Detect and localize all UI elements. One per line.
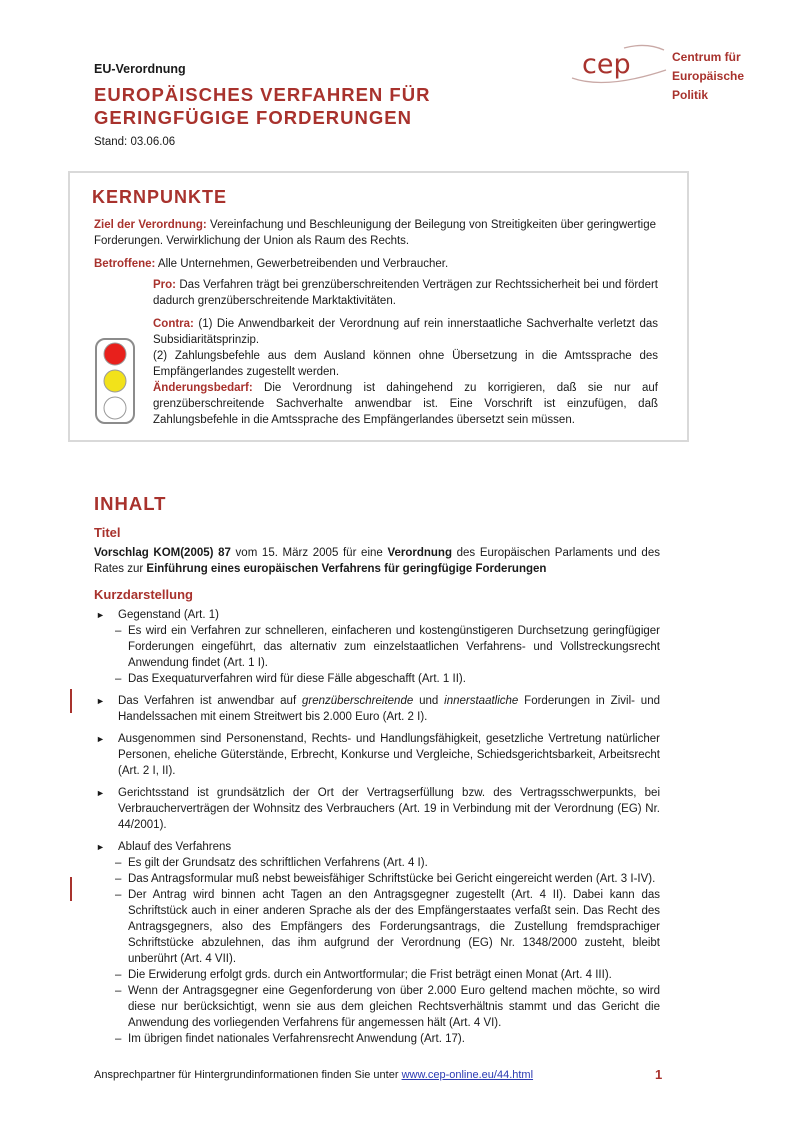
list-item-text: Ausgenommen sind Personenstand, Rechts- und Handlungsfähigkeit, gesetzliche Vertretung natürlicher Personen, eheliche Güterstände, Erbrecht, Konkurse und Vergleiche, Schiedsgerichtsbarkeit, Arbeitsrecht (Art. 2 I, II). bbox=[118, 733, 660, 777]
sub-list-item-text: Es gilt der Grundsatz des schriftlichen Verfahrens (Art. 4 I). bbox=[128, 857, 428, 869]
change-bar bbox=[70, 689, 72, 713]
bullet-arrow-icon: ► bbox=[96, 842, 105, 852]
traffic-light-red bbox=[104, 343, 126, 365]
dash-marker: – bbox=[115, 873, 122, 885]
list-item bbox=[94, 785, 660, 833]
list-item-emphasis: grenzüberschreitende bbox=[302, 695, 414, 707]
sub-list-item bbox=[115, 983, 660, 1031]
traffic-light-white bbox=[104, 397, 126, 419]
footer-link[interactable]: www.cep-online.eu/44.html bbox=[401, 1069, 534, 1081]
pro-label: Pro: bbox=[153, 279, 176, 291]
org-name-line-3: Politik bbox=[672, 88, 709, 102]
bullet-arrow-icon: ► bbox=[96, 734, 105, 744]
sub-list-item-text: Die Erwiderung erfolgt grds. durch ein Antwortformular; die Frist beträgt einen Monat (Art. 4 III). bbox=[128, 969, 612, 981]
aenderungsbedarf-label: Änderungsbedarf: bbox=[153, 382, 253, 394]
dash-marker: – bbox=[115, 1033, 122, 1045]
dash-marker: – bbox=[115, 673, 122, 685]
list-item-text: und bbox=[413, 695, 445, 707]
betroffene-text: Alle Unternehmen, Gewerbetreibenden und Verbraucher. bbox=[155, 258, 449, 270]
sub-list-item bbox=[115, 887, 660, 967]
list-item-emphasis: innerstaatliche bbox=[444, 695, 519, 707]
list-item-text: Forderungen in Zivil- und Handelssachen mit einem Streitwert bis 2.000 Euro (Art. 2 I). bbox=[118, 695, 660, 723]
logo-text: cep bbox=[582, 49, 631, 80]
pro-text: Das Verfahren trägt bei grenzüberschreitenden Verträgen zur Rechtssicherheit bei und fördert dadurch grenzüberschreitende Marktaktivitäten. bbox=[153, 279, 658, 307]
sub-list-item bbox=[115, 671, 660, 687]
dash-marker: – bbox=[115, 889, 122, 901]
bullet-arrow-icon: ► bbox=[96, 696, 105, 706]
kurzdarstellung-subheading: Kurzdarstellung bbox=[94, 587, 193, 602]
dash-marker: – bbox=[115, 625, 122, 637]
betroffene-paragraph bbox=[94, 256, 656, 272]
betroffene-label: Betroffene: bbox=[94, 258, 156, 270]
titel-text-a: vom 15. März 2005 für eine bbox=[230, 547, 388, 559]
document-title-line-2: GERINGFÜGIGE FORDERUNGEN bbox=[94, 107, 412, 128]
document-date: Stand: 03.06.06 bbox=[94, 136, 176, 148]
titel-doc-ref: Vorschlag KOM(2005) 87 bbox=[94, 547, 231, 559]
kernpunkte-heading: KERNPUNKTE bbox=[92, 187, 228, 207]
pro-paragraph bbox=[153, 277, 658, 309]
sub-list-item bbox=[115, 871, 660, 887]
document-title-line-1: EUROPÄISCHES VERFAHREN FÜR bbox=[94, 84, 431, 105]
footer-label: Ansprechpartner für Hintergrundinformationen finden Sie unter bbox=[94, 1069, 402, 1081]
titel-subject: Einführung eines europäischen Verfahrens für geringfügige Forderungen bbox=[146, 563, 547, 575]
ziel-text: Vereinfachung und Beschleunigung der Beilegung von Streitigkeiten über geringwertige Forderungen. Verwirklichung der Union als Raum des Rechts. bbox=[94, 219, 656, 247]
list-item bbox=[94, 607, 660, 687]
sub-list-item-text: Der Antrag wird binnen acht Tagen an den Antragsgegner zugestellt (Art. 4 II). Dabei kann das Schriftstück auch in einer anderen Sprache als der des Empfängerstaates verfaßt sein. Das Recht des Antragsgegners, also des Empfängers des Forderungsantrags, die Zustellung fremdsprachiger Schriftstücke abzulehnen, das ihm aufgrund der Verordnung (EG) Nr. 1348/2000 zusteht, bleibt unberührt (Art. 4 VII). bbox=[128, 889, 660, 965]
sub-list-item-text: Wenn der Antragsgegner eine Gegenforderung von über 2.000 Euro geltend machen möchte, so wird diese nur berücksichtigt, wenn sie aus dem gleichen Rechtsverhältnis stammt und das Gericht die Anwendung des vorliegenden Verfahrens für angemessen hält (Art. 4 VI). bbox=[128, 985, 660, 1029]
kurzdarstellung-list bbox=[94, 607, 660, 1053]
list-item bbox=[94, 839, 660, 1047]
sub-list-item bbox=[115, 623, 660, 671]
list-item-text: Gerichtsstand ist grundsätzlich der Ort der Vertragserfüllung bzw. des Vertragsschwerpunkts, bei Verbraucherverträgen der Wohnsitz des Verbrauchers (Art. 19 in Verbindung mit der Verordnung (EG) Nr. 44/2001). bbox=[118, 787, 660, 831]
footer-text bbox=[94, 1069, 533, 1081]
dash-marker: – bbox=[115, 985, 122, 997]
titel-verordnung: Verordnung bbox=[387, 547, 452, 559]
bullet-arrow-icon: ► bbox=[96, 610, 105, 620]
list-item bbox=[94, 731, 660, 779]
traffic-light-icon bbox=[94, 338, 136, 424]
ziel-paragraph bbox=[94, 217, 656, 249]
page-number: 1 bbox=[655, 1067, 663, 1082]
sub-list-item bbox=[115, 1031, 660, 1047]
org-name-line-2: Europäische bbox=[672, 69, 745, 83]
sub-list bbox=[115, 623, 660, 687]
sub-list-item-text: Es wird ein Verfahren zur schnelleren, einfacheren und kostengünstigeren Durchsetzung geringfügiger Forderungen eingeführt, das alternativ zum einzelstaatlichen Verfahrens- und Vollstreckungsrecht Anwendung findet (Art. 1 I). bbox=[128, 625, 660, 669]
traffic-light-yellow bbox=[104, 370, 126, 392]
list-item-text: Das Verfahren ist anwendbar auf bbox=[118, 695, 302, 707]
list-item bbox=[94, 693, 660, 725]
sub-list bbox=[115, 855, 660, 1047]
list-item-text: Ablauf des Verfahrens bbox=[118, 841, 232, 853]
contra-text-1: (1) Die Anwendbarkeit der Verordnung auf rein innerstaatliche Sachverhalte verletzt das Subsidiaritätsprinzip. bbox=[153, 318, 658, 346]
bullet-arrow-icon: ► bbox=[96, 788, 105, 798]
change-bar bbox=[70, 877, 72, 901]
dash-marker: – bbox=[115, 857, 122, 869]
cep-logo bbox=[566, 40, 670, 90]
sub-list-item-text: Das Antragsformular muß nebst beweisfähiger Schriftstücke bei Gericht eingereicht werden (Art. 3 I-IV). bbox=[128, 873, 656, 885]
contra-label: Contra: bbox=[153, 318, 194, 330]
list-item-text: Gegenstand (Art. 1) bbox=[118, 609, 219, 621]
sub-list-item-text: Im übrigen findet nationales Verfahrensrecht Anwendung (Art. 17). bbox=[128, 1033, 465, 1045]
aenderungsbedarf-paragraph bbox=[153, 380, 658, 428]
ziel-label: Ziel der Verordnung: bbox=[94, 219, 207, 231]
sub-list-item bbox=[115, 967, 660, 983]
titel-paragraph bbox=[94, 545, 660, 577]
titel-text-b: des Europäischen Parlaments und des Rates zur bbox=[94, 547, 660, 575]
sub-list-item-text: Das Exequaturverfahren wird für diese Fälle abgeschafft (Art. 1 II). bbox=[128, 673, 466, 685]
inhalt-heading: INHALT bbox=[94, 493, 167, 514]
aenderungsbedarf-text: Die Verordnung ist dahingehend zu korrigieren, daß sie nur auf grenzüberschreitende Sachverhalte anwendbar ist. Eine Vorschrift ist einzufügen, daß Zahlungsbefehle in die Amtssprache des Empfängerlandes übersetzt sein müssen. bbox=[153, 382, 658, 426]
document-kicker: EU-Verordnung bbox=[94, 62, 186, 76]
sub-list-item bbox=[115, 855, 660, 871]
org-name-line-1: Centrum für bbox=[672, 50, 741, 64]
dash-marker: – bbox=[115, 969, 122, 981]
titel-subheading: Titel bbox=[94, 525, 121, 540]
contra-text-2: (2) Zahlungsbefehle aus dem Ausland können ohne Übersetzung in die Amtssprache des Empfängerlandes zugestellt werden. bbox=[153, 350, 658, 378]
contra-paragraph bbox=[153, 316, 658, 380]
